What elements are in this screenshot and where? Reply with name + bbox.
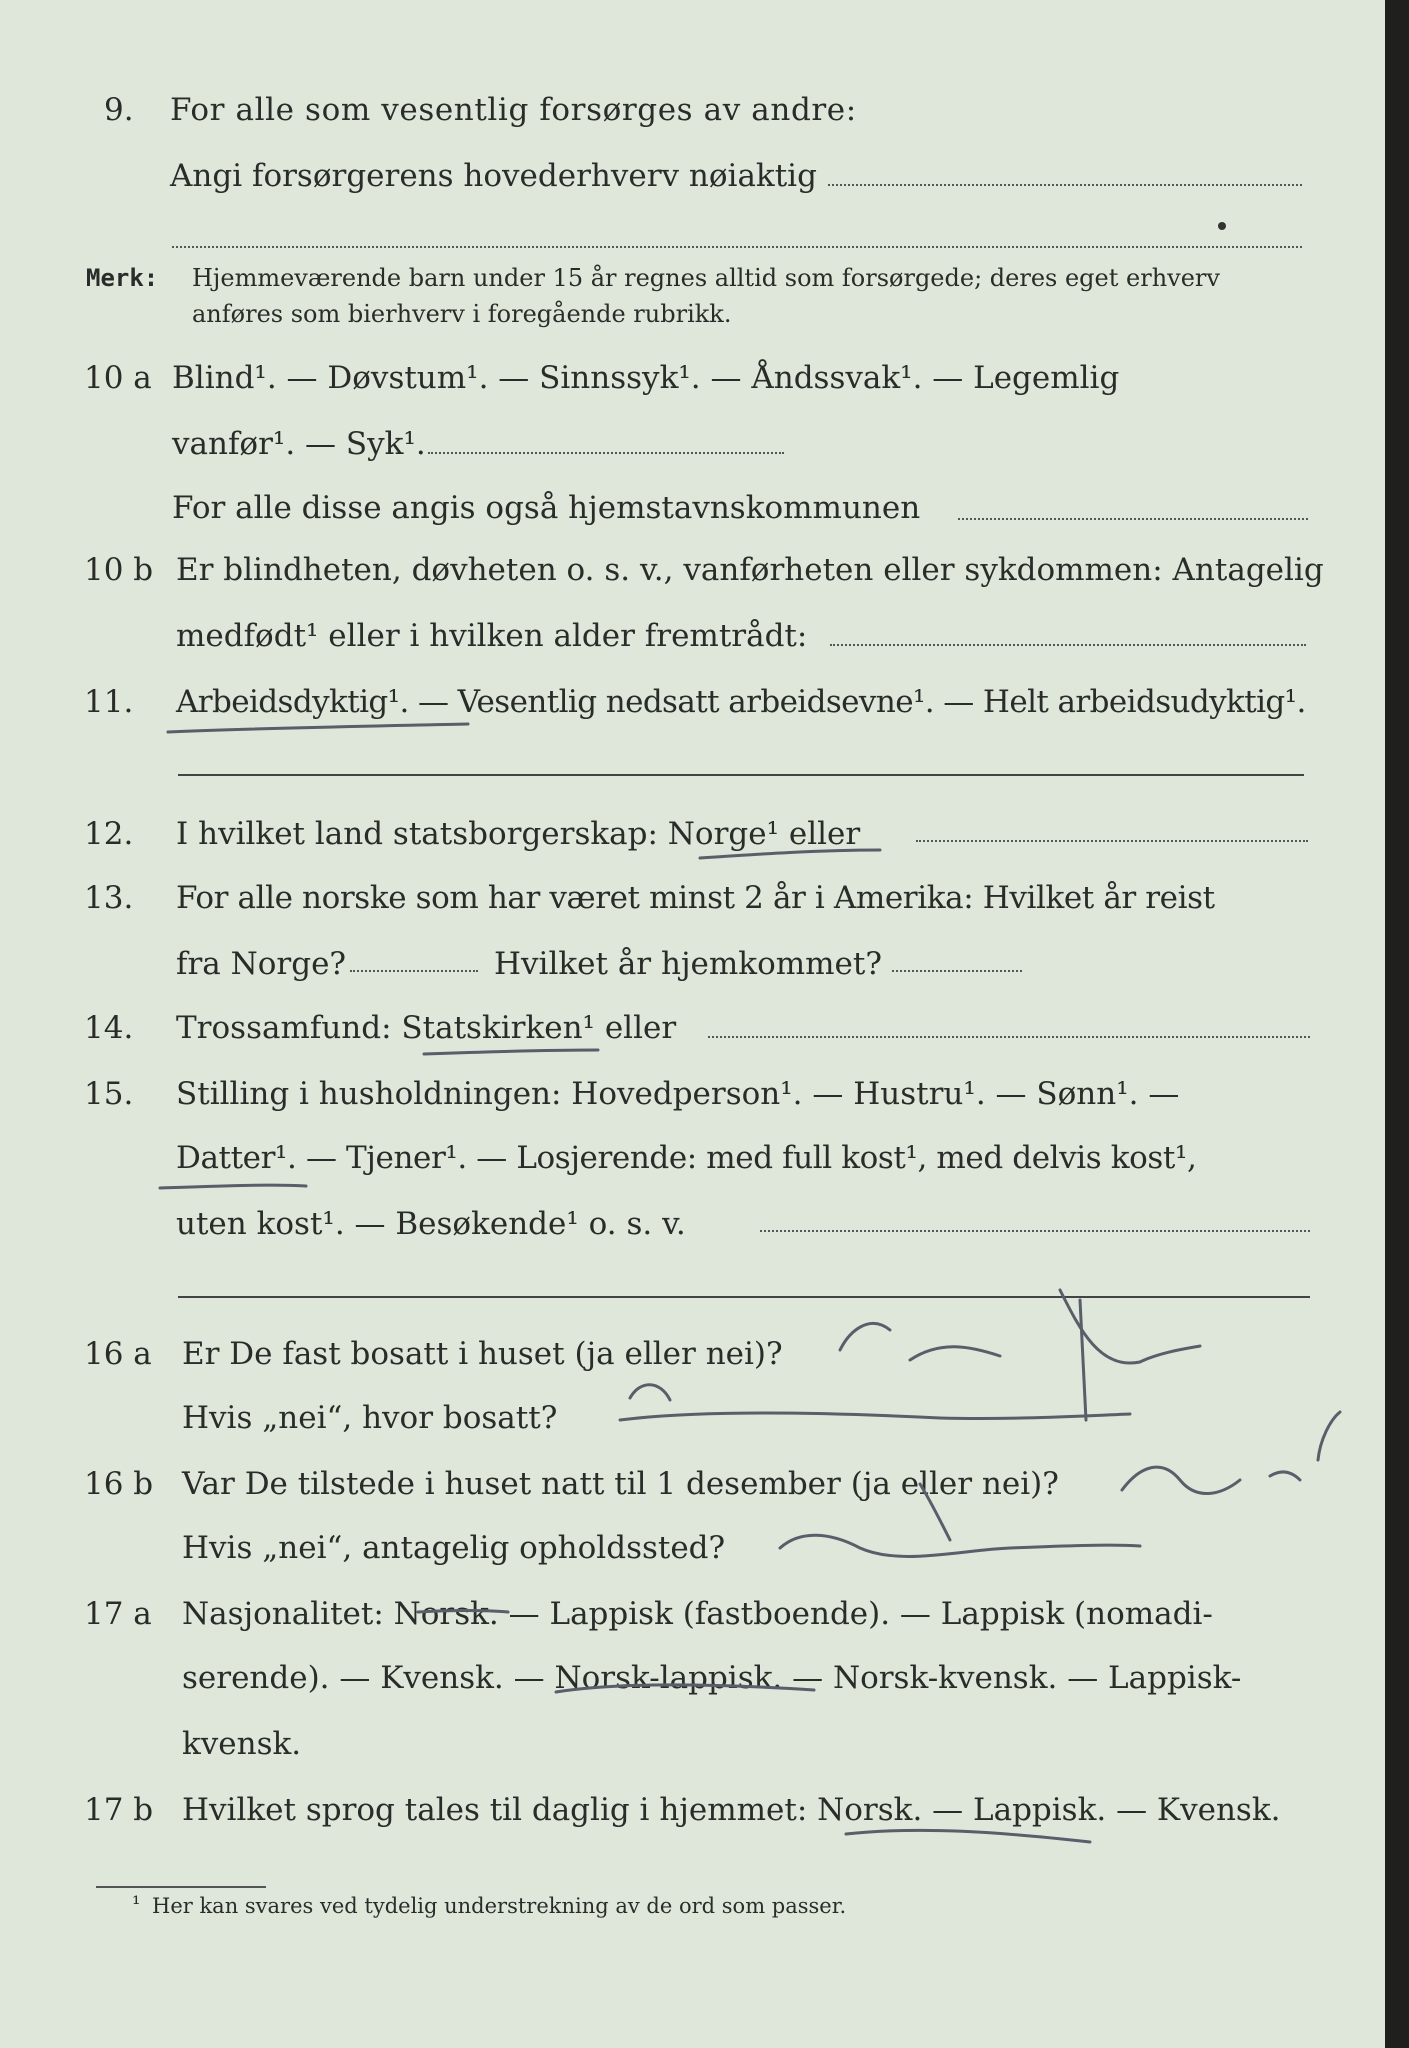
q15-text-3: uten kost¹. — Besøkende¹ o. s. v. — [176, 1206, 686, 1242]
q13-row — [0, 870, 1385, 926]
q11-text: Arbeidsdyktig¹. — Vesentlig nedsatt arbeidsevne¹. — Helt arbeidsudyktig¹. — [176, 684, 1306, 720]
q17a-text-2: serende). — Kvensk. — Norsk-lappisk. — Norsk-kvensk. — Lappisk- — [182, 1660, 1242, 1696]
q13-answer-line[interactable] — [350, 970, 478, 972]
q11-row — [0, 674, 1385, 730]
q15-row-3 — [0, 1196, 1385, 1252]
q15-text: Stilling i husholdningen: Hovedperson¹. — Hustru¹. — Sønn¹. — — [176, 1076, 1180, 1112]
q16b-text: Var De tilstede i huset natt til 1 desember (ja eller nei)? — [182, 1466, 1059, 1502]
q15-text-2: Datter¹. — Tjener¹. — Losjerende: med full kost¹, med delvis kost¹, — [176, 1140, 1197, 1176]
merk-text: Hjemmeværende barn under 15 år regnes alltid som forsørgede; deres eget erhverv — [192, 264, 1220, 292]
q17b-text: Hvilket sprog tales til daglig i hjemmet: Norsk. — Lappisk. — Kvensk. — [182, 1792, 1281, 1828]
q17a-row-2 — [0, 1650, 1385, 1706]
q13-number: 13. — [84, 880, 134, 916]
q14-number: 14. — [84, 1010, 134, 1046]
q10b-text-2: medfødt¹ eller i hvilken alder fremtrådt: — [176, 618, 808, 654]
q14-answer-line[interactable] — [708, 1036, 1310, 1038]
q17a-row-3 — [0, 1716, 1385, 1772]
q15-row — [0, 1066, 1385, 1122]
scan-edge — [1385, 0, 1409, 2048]
q10a-row-3 — [0, 480, 1385, 536]
merk-label: Merk: — [86, 264, 159, 292]
q13-text: For alle norske som har været minst 2 år i Amerika: Hvilket år reist — [176, 880, 1215, 916]
q16a-text: Er De fast bosatt i huset (ja eller nei)? — [182, 1336, 783, 1372]
q16a-text-2: Hvis „nei“, hvor bosatt? — [182, 1400, 558, 1436]
q17a-row — [0, 1586, 1385, 1642]
q10a-text-2: vanfør¹. — Syk¹. — [172, 426, 426, 462]
merk-text-2: anføres som bierhverv i foregående rubrikk. — [192, 300, 732, 328]
q15-answer-line-2[interactable] — [178, 1296, 1310, 1298]
q9-row-2 — [0, 148, 1385, 204]
q17a-text: Nasjonalitet: Norsk. — Lappisk (fastboende). — Lappisk (nomadi- — [182, 1596, 1213, 1632]
footnote-mark: ¹ — [132, 1892, 141, 1916]
q12-number: 12. — [84, 816, 134, 852]
q17b-row — [0, 1782, 1385, 1838]
q12-answer-line[interactable] — [916, 840, 1308, 842]
q15-number: 15. — [84, 1076, 134, 1112]
q10a-text: Blind¹. — Døvstum¹. — Sinnssyk¹. — Åndssvak¹. — Legemlig — [172, 360, 1120, 396]
q10b-row — [0, 542, 1385, 598]
q14-row — [0, 1000, 1385, 1056]
footnote-text: Her kan svares ved tydelig understrekning av de ord som passer. — [152, 1894, 847, 1918]
q17a-number: 17 a — [84, 1596, 152, 1632]
q16b-row-2 — [0, 1520, 1385, 1576]
q16a-row — [0, 1326, 1385, 1382]
q9-number: 9. — [104, 92, 134, 128]
q10a-row — [0, 350, 1385, 406]
q13-answer-line-2[interactable] — [892, 970, 1022, 972]
q13-text-2b: Hvilket år hjemkommet? — [494, 946, 882, 982]
ink-dot — [1218, 222, 1226, 230]
q15-row-2 — [0, 1130, 1385, 1186]
q13-row-2 — [0, 936, 1385, 992]
q10b-number: 10 b — [84, 552, 154, 588]
q15-answer-line[interactable] — [760, 1230, 1310, 1232]
q10a-row-2 — [0, 416, 1385, 472]
q10b-row-2 — [0, 608, 1385, 664]
q12-text: I hvilket land statsborgerskap: Norge¹ eller — [176, 816, 861, 852]
q10a-answer-line-2[interactable] — [958, 518, 1308, 520]
q10a-answer-line[interactable] — [428, 452, 784, 454]
q9-row — [0, 82, 1385, 138]
q12-row — [0, 806, 1385, 862]
q16b-number: 16 b — [84, 1466, 154, 1502]
q9-text: For alle som vesentlig forsørges av andre: — [170, 92, 857, 128]
q16b-text-2: Hvis „nei“, antagelig opholdssted? — [182, 1530, 726, 1566]
q17a-text-3: kvensk. — [182, 1726, 302, 1762]
q10a-text-3: For alle disse angis også hjemstavnskommunen — [172, 490, 921, 526]
q16b-row — [0, 1456, 1385, 1512]
q9-text-2: Angi forsørgerens hovederhverv nøiaktig — [170, 158, 817, 194]
q11-number: 11. — [84, 684, 134, 720]
q14-text: Trossamfund: Statskirken¹ eller — [176, 1010, 677, 1046]
q16a-number: 16 a — [84, 1336, 152, 1372]
q10a-number: 10 a — [84, 360, 152, 396]
q10b-text: Er blindheten, døvheten o. s. v., vanførheten eller sykdommen: Antagelig — [176, 552, 1324, 588]
q17b-number: 17 b — [84, 1792, 154, 1828]
q11-answer-line[interactable] — [178, 774, 1304, 776]
q9-answer-line-2[interactable] — [172, 246, 1302, 248]
q9-answer-line[interactable] — [828, 184, 1302, 186]
footnote-divider — [96, 1886, 266, 1888]
q10b-answer-line[interactable] — [830, 644, 1306, 646]
q13-text-2a: fra Norge? — [176, 946, 347, 982]
q16a-row-2 — [0, 1390, 1385, 1446]
